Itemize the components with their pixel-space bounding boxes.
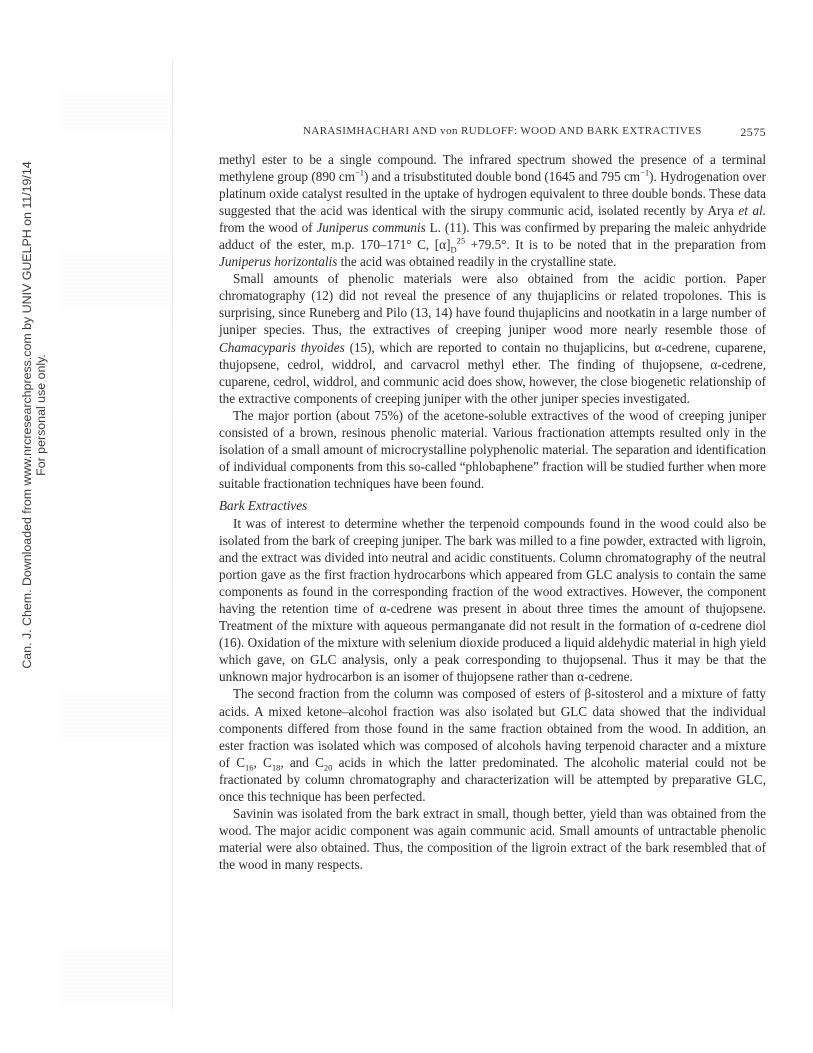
scan-noise [60, 90, 172, 130]
download-watermark [4, 161, 64, 669]
body-paragraph: The second fraction from the column was composed of esters of β-sitosterol and a mixture of fatty acids. A mixed ketone–alcohol fraction was also isolated but GLC data showed that the individual components differed from those found in the same fraction obtained from the wood. In addition, an ester fraction was isolated which was composed of alcohols having terpenoid character and a mixture of $C_{16}$, $C_{18}$, and $C_{20}$ acids in which the latter predominated. The alcoholic material could not be fractionated by column chromatography and characterization will be attempted by preparative GLC, once this technique has been perfected. [219, 686, 766, 804]
page-gutter-line [172, 60, 173, 1010]
page-number: 2575 [740, 125, 766, 139]
running-title: NARASIMHACHARI AND von RUDLOFF: WOOD AND BARK EXTRACTIVES [303, 125, 702, 137]
scan-noise [60, 250, 172, 310]
article-body [219, 151, 766, 873]
body-paragraph: Savinin was isolated from the bark extract in small, though better, yield than was obtained from the wood. The major acidic component was again communic acid. Small amounts of untractable phenolic material were also obtained. Thus, the composition of the ligroin extract of the bark resembled that of the wood in many respects. [219, 805, 766, 872]
watermark-line-source: Can. J. Chem. Downloaded from www.nrcresearchpress.com by UNIV GUELPH on 11/19/14 [20, 161, 34, 669]
body-paragraph: Small amounts of phenolic materials were also obtained from the acidic portion. Paper chromatography (12) did not reveal the presence of any thujaplicins or related tropolones. This is surprising, since Runeberg and Pilo (13, 14) have found thujaplicins and nootkatin in a large number of juniper species. Thus, the extractives of creeping juniper wood more nearly resemble those of Chamacyparis thyoides (15), which are reported to contain no thujaplicins, but α-cedrene, cuparene, thujopsene, cedrol, widdrol, and carvacrol methyl ether. The finding of thujopsene, α-cedrene, cuparene, cedrol, widdrol, and communic acid does show, however, the close biogenetic relationship of the extractive components of creeping juniper with the other juniper species investigated. [219, 271, 766, 406]
scan-noise [60, 950, 172, 1005]
section-heading: Bark Extractives [219, 497, 308, 513]
body-paragraph: It was of interest to determine whether the terpenoid compounds found in the wood could also be isolated from the bark of creeping juniper. The bark was milled to a fine powder, extracted with ligroin, and the extract was divided into neutral and acidic constituents. Column chromatography of the neutral portion gave as the first fraction hydrocarbons which appeared from GLC analysis to contain the same components as found in the corresponding fraction of the wood extractives. However, the component having the retention time of α-cedrene was present in about three times the amount of thujopsene. Treatment of the mixture with aqueous permanganate did not result in the formation of α-cedrene diol (16). Oxidation of the mixture with selenium dioxide produced a liquid aldehydic material in high yield which gave, on GLC analysis, only a peak corresponding to thujopsenal. Thus it may be that the unknown major hydrocarbon is an isomer of thujopsene rather than α-cedrene. [219, 515, 766, 685]
scan-noise [60, 690, 172, 740]
running-header [219, 125, 766, 141]
body-paragraph: The major portion (about 75%) of the acetone-soluble extractives of the wood of creeping juniper consisted of a brown, resinous phenolic material. Various fractionation attempts resulted only in the isolation of a small amount of microcrystalline polyphenolic material. The separation and identification of individual components from this so-called “phlobaphene” fraction will be studied further when more suitable fractionation techniques have been found. [219, 407, 766, 491]
body-paragraph: methyl ester to be a single compound. The infrared spectrum showed the presence of a terminal methylene group (890 $cm^{-1}$) and a trisubstituted double bond (1645 and 795 $cm^{-1}$). Hydrogenation over platinum oxide catalyst resulted in the uptake of hydrogen equivalent to three double bonds. These data suggested that the acid was identical with the sirupy communic acid, isolated recently by Arya et al. from the wood of Juniperus communis L. (11). This was confirmed by preparing the maleic anhydride adduct of the ester, m.p. 170–171° C, $[\alpha]_D^{25} +79.5^\circ$. It is to be noted that in the preparation from Juniperus horizontalis the acid was obtained readily in the crystalline state. [219, 152, 767, 270]
watermark-line-use: For personal use only. [34, 354, 48, 476]
